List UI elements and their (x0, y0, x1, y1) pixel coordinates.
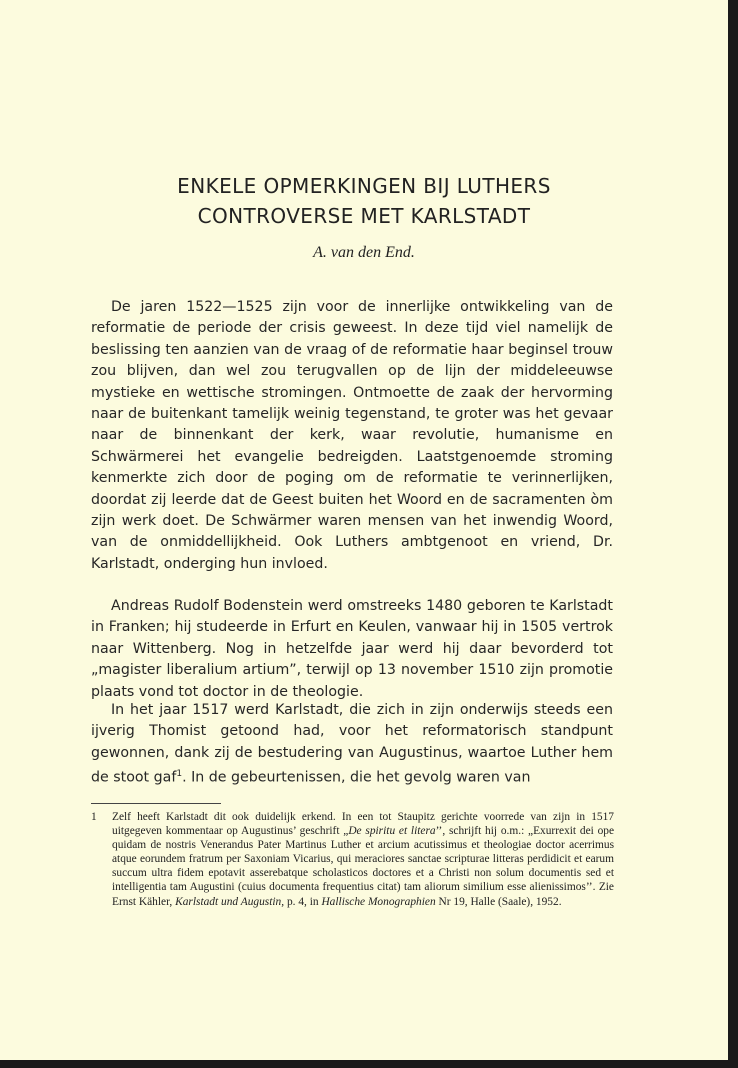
footnote-text-a: Zelf heeft Karlstadt dit ook duidelijk erkend. In een tot Staupitz gerichte voorrede van zijn in 1517 uitgegeven kommentaar op Augustinus’ geschrift „ (112, 811, 614, 838)
paragraph-3 (91, 700, 613, 789)
paragraph-3-tail: . In de gebeurtenissen, die het gevolg waren van (182, 769, 531, 786)
scan-edge-right (728, 0, 738, 1068)
article-title-line-2: CONTROVERSE MET KARLSTADT (197, 204, 531, 228)
footnote-series-title: Hallische Monographien (321, 895, 436, 908)
footnote-text (112, 810, 614, 909)
article-title-line-1: ENKELE OPMERKINGEN BIJ LUTHERS (177, 174, 551, 198)
footnote-text-c: p. 4, in (284, 895, 322, 908)
footnote-book-title: Karlstadt und Augustin, (175, 895, 285, 908)
footnote-divider (91, 803, 221, 804)
footnote-work-title: De spiritu et litera (348, 825, 436, 838)
author: A. van den End. (313, 244, 415, 261)
paragraph-1: De jaren 1522—1525 zijn voor de innerlijke ontwikkeling van de reformatie de periode der crisis geweest. In deze tijd viel namelijk de beslissing ten aanzien van de vraag of de reformatie haar beginsel trouw zou blijven, dan wel zou terugvallen op de lijn der middeleeuwse mystieke en wettische stromingen. Ontmoette de zaak der hervorming naar de buitenkant tamelijk weinig tegenstand, te groter was het gevaar naar de binnenkant der kerk, waar revolutie, humanisme en Schwärmerei het evangelie bedreigden. Laatstgenoemde stroming kenmerkte zich door de poging om de reformatie te verinnerlijken, doordat zij leerde dat de Geest buiten het Woord en de sacramenten òm zijn werk doet. De Schwärmer waren mensen van het inwendig Woord, van de onmiddellijkheid. Ook Luthers ambtgenoot en vriend, Dr. Karlstadt, onderging hun invloed. (91, 299, 613, 572)
footnote-number: 1 (91, 811, 97, 823)
scan-edge-bottom (0, 1060, 738, 1068)
footnote-marker[interactable]: 1 (176, 769, 183, 780)
paragraph-2: Andreas Rudolf Bodenstein werd omstreeks 1480 geboren te Karlstadt in Franken; hij studeerde in Erfurt en Keulen, vanwaar hij in 1505 vertrok naar Wittenberg. Nog in hetzelfde jaar werd hij daar bevorderd tot „magister liberalium artium”, terwijl op 13 november 1510 zijn promotie plaats vond tot doctor in de theologie. (91, 598, 613, 700)
paragraph-3-text: In het jaar 1517 werd Karlstadt, die zich in zijn onderwijs steeds een ijverig Thomist getoond had, voor het reformatorisch standpunt gewonnen, dank zij de bestudering van Augustinus, waartoe Luther hem de stoot gaf (91, 702, 613, 786)
footnote-text-d: Nr 19, Halle (Saale), 1952. (435, 895, 562, 908)
footnote-text-b: ’’, schrijft hij o.m.: „Exurrexit dei ope quidam de nostris Venerandus Pater Martinus Luther et arcium acutissimus et theologiae doctor acerrimus atque eorundem fratrum per Saxoniam Vicarius, qui meraciores sanctae scripturae litteras perdidicit et earum succum ultra fidem epotavit asserebatque scholasticos doctores et a Christi non solum documentis sed et intelligentia tam Augustini (cuius documenta frequentius citat) tam aliorum similium esse alienissimos’’. Zie Ernst Kähler, (112, 825, 615, 908)
